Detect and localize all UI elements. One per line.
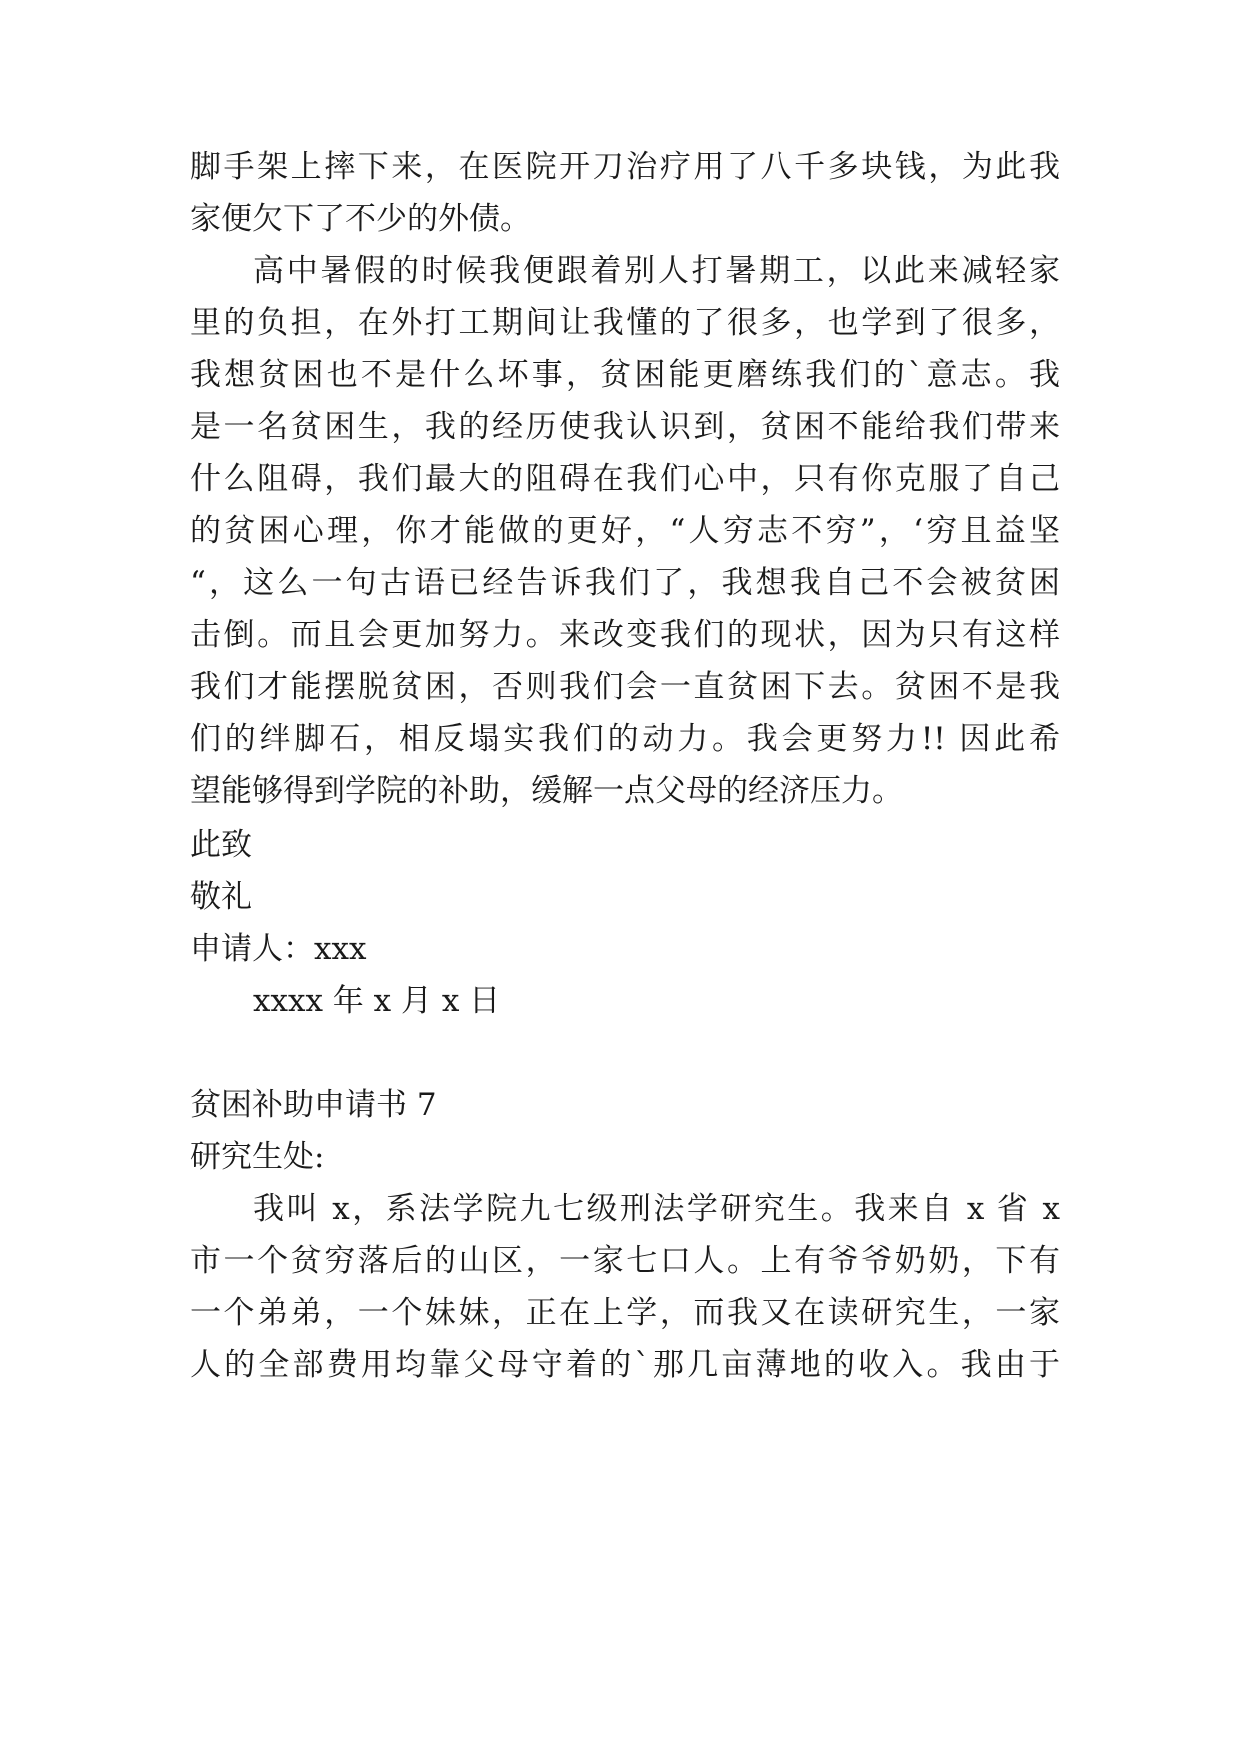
date-line: xxxx 年 x 月 x 日 <box>253 983 501 1019</box>
paragraph-line: “，这么一句古语已经告诉我们了，我想我自己不会被贫困 <box>190 565 1060 601</box>
paragraph-line: 家便欠下了不少的外债。 <box>190 201 531 237</box>
paragraph-line: 一个弟弟，一个妹妹，正在上学，而我又在读研究生，一家 <box>190 1295 1060 1331</box>
paragraph-line: 击倒。而且会更加努力。来改变我们的现状，因为只有这样 <box>190 617 1060 653</box>
salutation-line: 敬礼 <box>190 879 252 915</box>
paragraph-line: 我想贫困也不是什么坏事，贫困能更磨练我们的`意志。我 <box>190 357 1060 393</box>
paragraph-line: 望能够得到学院的补助，缓解一点父母的经济压力。 <box>190 773 903 809</box>
paragraph-line: 里的负担，在外打工期间让我懂的了很多，也学到了很多， <box>190 305 1060 341</box>
salutation-line: 此致 <box>190 827 252 863</box>
paragraph-line: 们的绊脚石，相反塌实我们的动力。我会更努力!! 因此希 <box>190 721 1060 757</box>
paragraph-line: 人的全部费用均靠父母守着的`那几亩薄地的收入。我由于 <box>190 1347 1060 1383</box>
paragraph-line: 高中暑假的时候我便跟着别人打暑期工，以此来减轻家 <box>253 253 1060 289</box>
paragraph-line: 我叫 x，系法学院九七级刑法学研究生。我来自 x 省 x <box>253 1191 1060 1227</box>
paragraph-line: 的贫困心理，你才能做的更好，“人穷志不穷”，‘穷且益坚 <box>190 513 1060 549</box>
paragraph-line: 我们才能摆脱贫困，否则我们会一直贫困下去。贫困不是我 <box>190 669 1060 705</box>
paragraph-line: 市一个贫穷落后的山区，一家七口人。上有爷爷奶奶，下有 <box>190 1243 1060 1279</box>
paragraph-line: 是一名贫困生，我的经历使我认识到，贫困不能给我们带来 <box>190 409 1060 445</box>
paragraph-line: 什么阻碍，我们最大的阻碍在我们心中，只有你克服了自己 <box>190 461 1060 497</box>
section-title: 贫困补助申请书 7 <box>190 1087 437 1123</box>
addressee-line: 研究生处: <box>190 1139 325 1175</box>
paragraph-line: 脚手架上摔下来，在医院开刀治疗用了八千多块钱，为此我 <box>190 149 1060 185</box>
applicant-line: 申请人：xxx <box>190 931 367 967</box>
